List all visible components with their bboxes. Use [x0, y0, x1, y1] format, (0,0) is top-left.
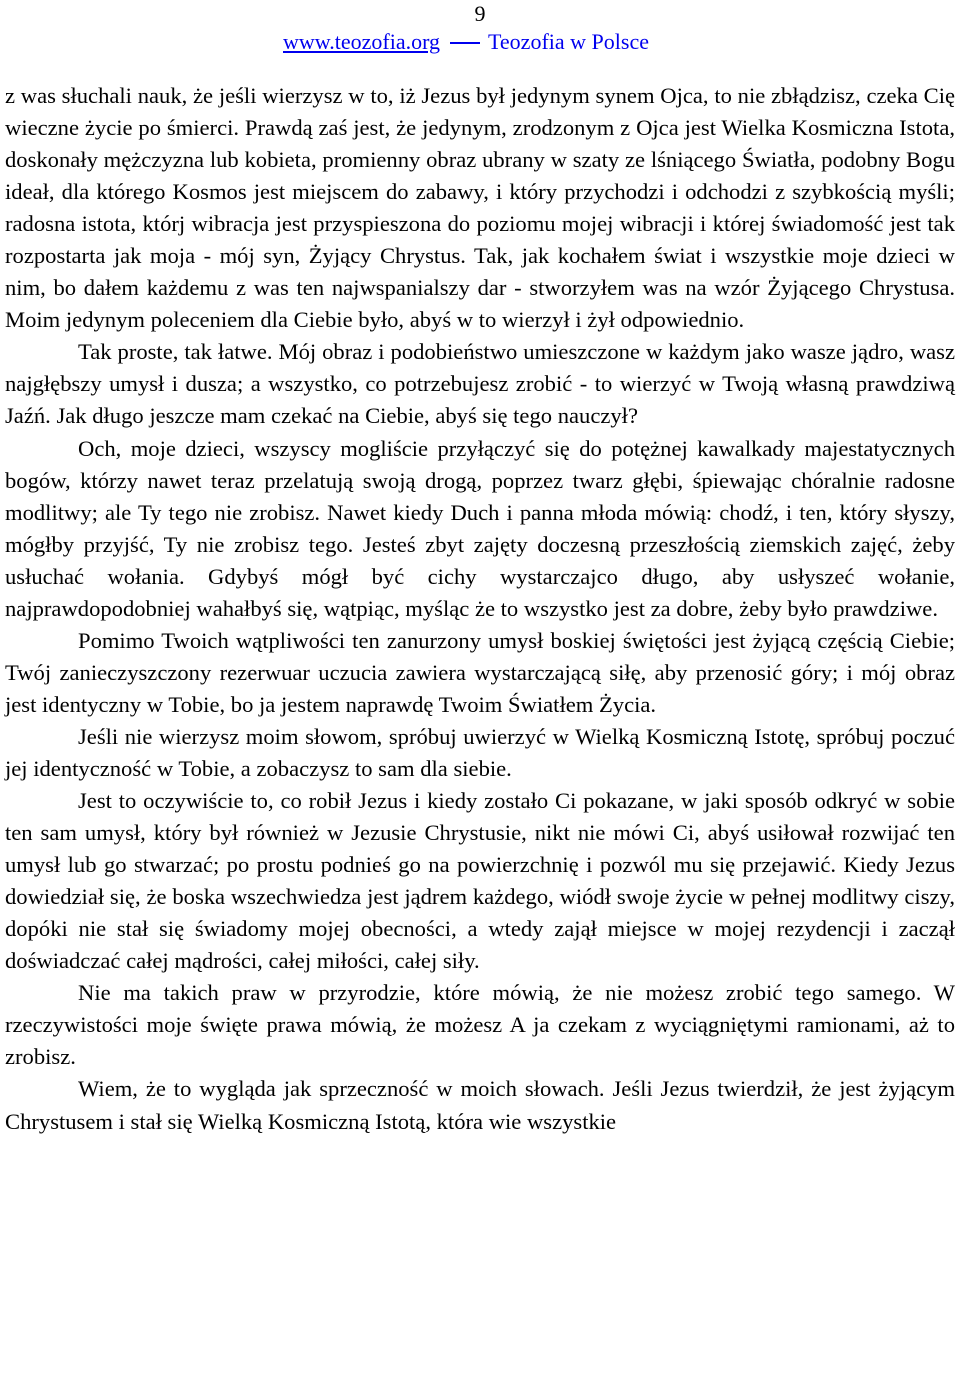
paragraph-4: Pomimo Twoich wątpliwości ten zanurzony umysł boskiej świętości jest żyjącą częścią Ciebie; Twój zanieczyszczony rezerwuar uczucia zawiera wystarczającą siłę, aby przenosić góry; i mój obraz jest identyczny w Tobie, bo ja jestem naprawdę Twoim Światłem Życia.: [5, 627, 955, 717]
paragraph-6: Jest to oczywiście to, co robił Jezus i kiedy zostało Ci pokazane, w jaki sposób odkryć w sobie ten sam umysł, który był również w Jezusie Chrystusie, nikt nie mówi Ci, abyś usiłował rozwijać ten umysł lub go stwarzać; po prostu podnieś go na powierzchnię i pozwól mu się przejawić. Kiedy Jezus dowiedział się, że boska wszechwiedza jest jądrem każdego, wiódł swoje życie w pełnej modlitwy ciszy, dopóki nie stał się świadomy mojej obecności, a wtedy zajął miejsce w mojej rezydencji i zaczął doświadczać całej mądrości, całej miłości, całej siły.: [5, 788, 955, 974]
paragraph-8: Wiem, że to wygląda jak sprzeczność w moich słowach. Jeśli Jezus twierdził, że jest żyjącym Chrystusem i stał się Wielką Kosmiczną Istotą, która wie wszystkie: [5, 1076, 955, 1134]
page-body: [5, 80, 955, 1138]
paragraph-5: Jeśli nie wierzysz moim słowom, spróbuj uwierzyć w Wielką Kosmiczną Istotę, spróbuj poczuć jej identyczność w Tobie, a zobaczysz to sam dla siebie.: [5, 723, 955, 781]
paragraph-1: z was słuchali nauk, że jeśli wierzysz w to, iż Jezus był jedynym synem Ojca, to nie zbłądzisz, czeka Cię wieczne życie po śmierci. Prawdą zaś jest, że jedynym, zrodzonym z Ojca jest Wielka Kosmiczna Istota, doskonały mężczyzna lub kobieta, promienny obraz ubrany w szaty ze lśniącego Światła, podobny Bogu ideał, dla którego Kosmos jest miejscem do zabawy, i który przychodzi i odchodzi z szybkością myśli; radosna istota, którj wibracja jest przyspieszona do poziomu mojej wibracji i której świadomość jest tak rozpostarta jak moja - mój syn, Żyjący Chrystus. Tak, jak kochałem świat i wszystkie moje dzieci w nim, bo dałem każdemu z was ten najwspanialszy dar - stworzyłem was na wzór Żyjącego Chrystusa. Moim jedynym poleceniem dla Ciebie było, abyś w to wierzył i żył odpowiednio.: [5, 83, 955, 333]
paragraph-7: Nie ma takich praw w przyrodzie, które mówią, że nie możesz zrobić tego samego. W rzeczywistości moje święte prawa mówią, że możesz A ja czekam z wyciągniętymi ramionami, aż to zrobisz.: [5, 980, 955, 1070]
paragraph-3: Och, moje dzieci, wszyscy mogliście przyłączyć się do potężnej kawalkady majestatycznych bogów, którzy nawet teraz przelatują swoją drogą, poprzez twarz głębi, śpiewając chóralnie radosne modlitwy; ale Ty tego nie zrobisz. Nawet kiedy Duch i panna młoda mówią: chodź, i ten, który słyszy, mógłby przyjść, Ty nie zrobisz tego. Jesteś zbyt zajęty doczesną przeszłością ziemskich zajęć, żeby usłuchać wołania. Gdybyś mógł być cichy wystarczajco długo, aby usłyszeć wołanie, najprawdopodobniej wahałbyś się, wątpiąc, myśląc że to wszystko jest za dobre, żeby było prawdziwe.: [5, 435, 955, 621]
page-number: 9: [474, 1, 486, 26]
header-dash: [450, 42, 480, 44]
page-header: [0, 0, 960, 66]
site-link[interactable]: www.teozofia.org: [283, 29, 441, 54]
header-line: [283, 28, 649, 56]
paragraph-2: Tak proste, tak łatwe. Mój obraz i podobieństwo umieszczone w każdym jako wasze jądro, wasz najgłębszy umysł i dusza; a wszystko, co potrzebujesz zrobić - to wierzyć w Twoją własną prawdziwą Jaźń. Jak długo jeszcze mam czekać na Ciebie, abyś się tego nauczył?: [5, 339, 955, 429]
header-title: Teozofia w Polsce: [488, 29, 649, 54]
